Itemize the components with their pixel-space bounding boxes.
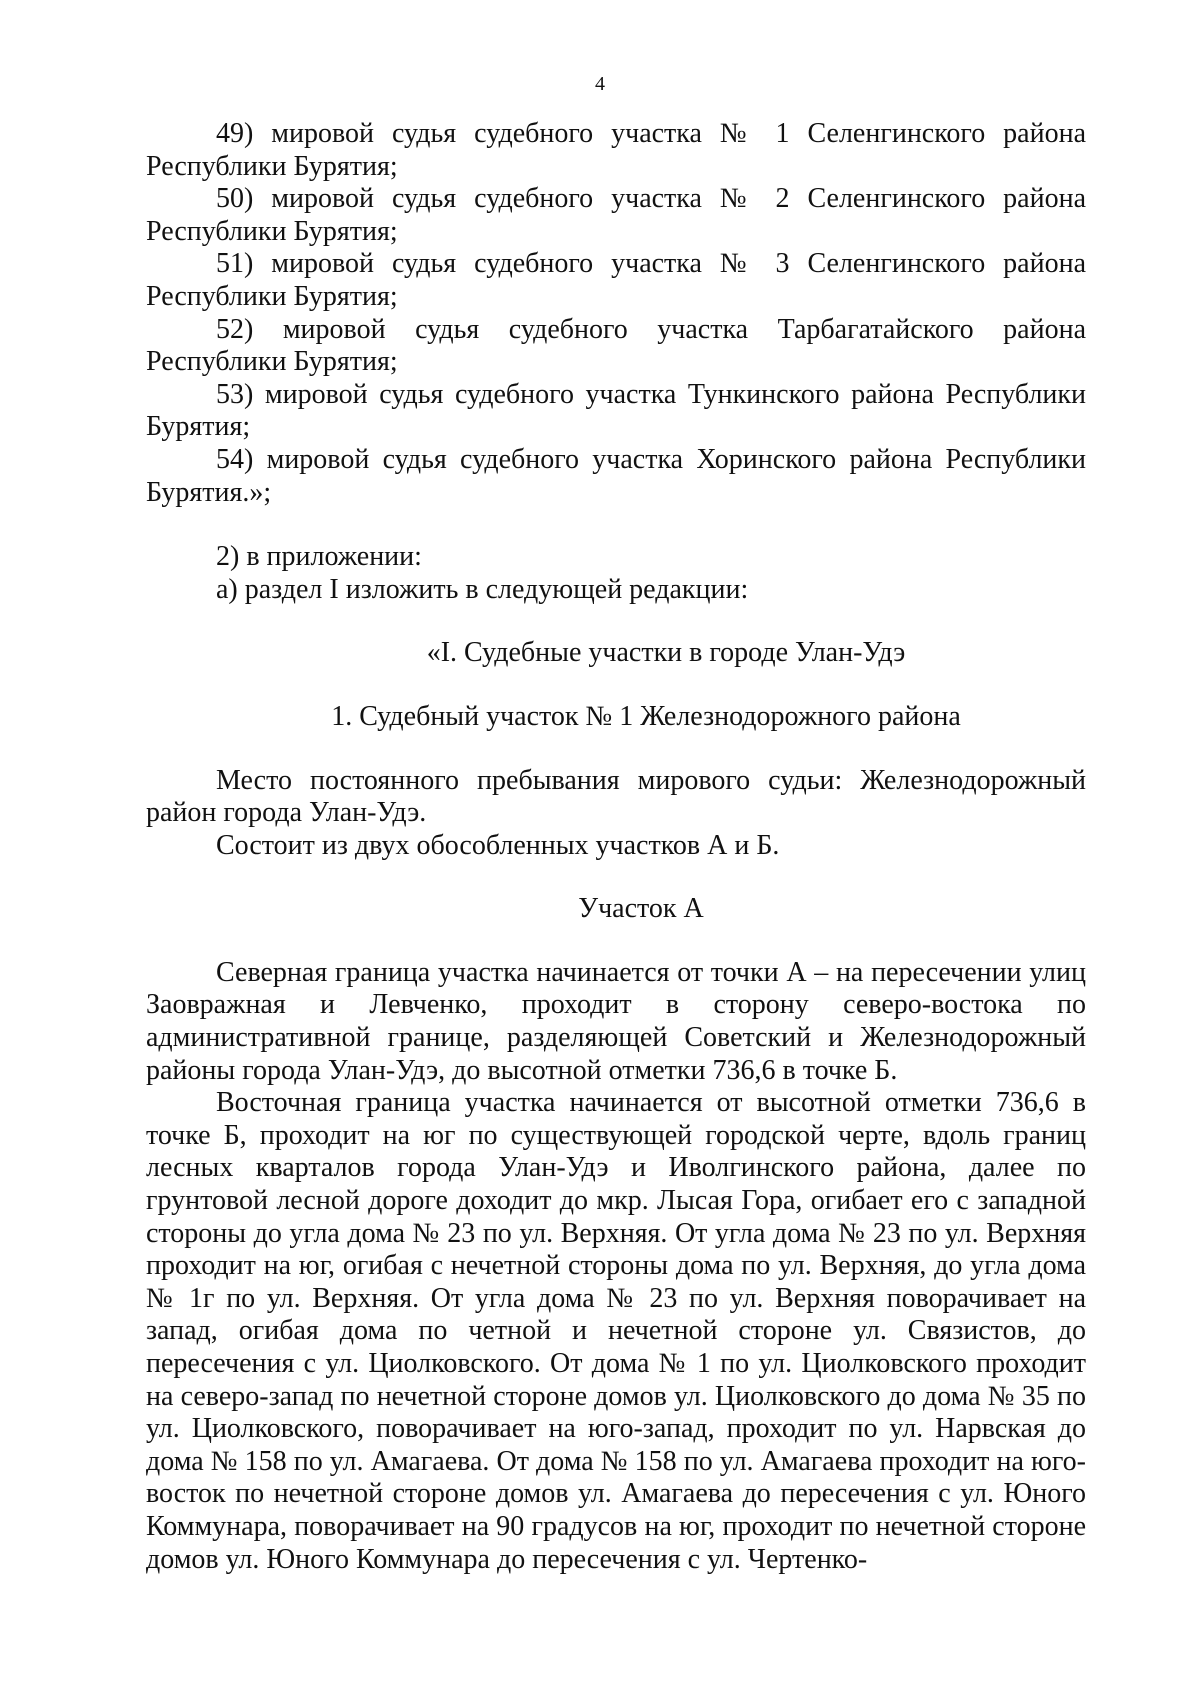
spacer [146, 926, 1086, 957]
section-instruction: а) раздел I изложить в следующей редакции: [216, 573, 749, 605]
list-item-54: 54) мировой судья судебного участка Хоринского района Республики Бурятия.»; [146, 443, 1086, 508]
list-item-53: 53) мировой судья судебного участка Тункинского района Республики Бурятия; [146, 378, 1086, 443]
subsection-title: 1. Судебный участок № 1 Железнодорожного района [331, 700, 961, 732]
east-border-paragraph: Восточная граница участка начинается от высотной отметки 736,6 в точке Б, проходит на юг по существующей городской черте, вдоль границ лесных кварталов города Улан-Удэ и Иволгинского района, далее по грунтовой лесной дороге доходит до мкр. Лысая Гора, огибает его с западной стороны до угла дома № 23 по ул. Верхняя. От угла дома № 23 по ул. Верхняя проходит на юг, огибая с нечетной стороны дома по ул. Верхняя, до угла дома № 1г по ул. Верхняя. От угла дома № 23 по ул. Верхняя поворачивает на запад, огибая дома по четной и нечетной стороне ул. Связистов, до пересечения с ул. Циолковского. От дома № 1 по ул. Циолковского проходит на северо-запад по нечетной стороне домов ул. Циолковского до дома № 35 по ул. Циолковского, поворачивает на юго-запад, проходит по ул. Нарвская до дома № 158 по ул. Амагаева. От дома № 158 по ул. Амагаева проходит на юго-восток по нечетной стороне домов ул. Амагаева до пересечения с ул. Юного Коммунара, поворачивает на 90 градусов на юг, проходит по нечетной стороне домов ул. Юного Коммунара до пересечения с ул. Чертенко- [146, 1087, 1086, 1575]
residence-paragraph: Место постоянного пребывания мирового судьи: Железнодорожный район города Улан-Удэ. [146, 764, 1086, 829]
north-border-paragraph: Северная граница участка начинается от точки А – на пересечении улиц Заовражная и Левченко, проходит в сторону северо-востока по административной границе, разделяющей Советский и Железнодорожный районы города Улан-Удэ, до высотной отметки 736,6 в точке Б. [146, 956, 1086, 1086]
spacer [146, 734, 1086, 765]
page-number: 4 [595, 73, 605, 95]
document-body [146, 118, 1086, 1576]
section-title: «I. Судебные участки в городе Улан-Удэ [426, 637, 906, 669]
list-item-49: 49) мировой судья судебного участка № 1 Селенгинского района Республики Бурятия; [146, 118, 1086, 182]
plot-title: Участок А [578, 893, 704, 925]
spacer [146, 509, 1086, 541]
spacer [146, 670, 1086, 701]
list-item-51: 51) мировой судья судебного участка № 3 Селенгинского района Республики Бурятия; [146, 248, 1086, 312]
list-item-52: 52) мировой судья судебного участка Тарбагатайского района Республики Бурятия; [146, 313, 1086, 378]
appendix-intro: 2) в приложении: [216, 541, 422, 573]
list-item-50: 50) мировой судья судебного участка № 2 Селенгинского района Республики Бурятия; [146, 183, 1086, 247]
spacer [146, 862, 1086, 893]
spacer [146, 606, 1086, 637]
composition-paragraph: Состоит из двух обособленных участков А и Б. [216, 829, 780, 861]
